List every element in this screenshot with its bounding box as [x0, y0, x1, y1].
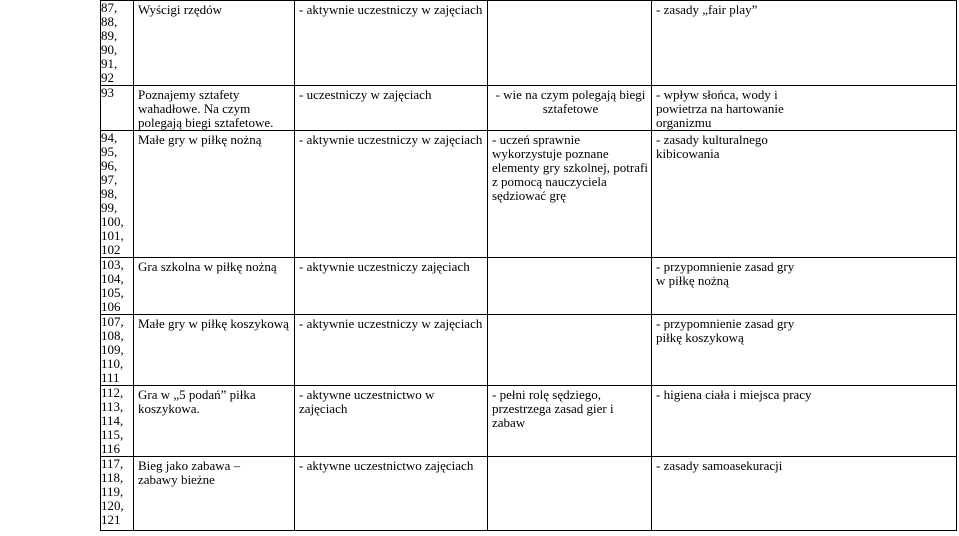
topic-cell [134, 258, 295, 315]
values-text: - zasady samoasekuracji [656, 458, 783, 473]
activity-cell [295, 1, 488, 86]
topic-cell [134, 457, 295, 531]
values-cell [652, 258, 957, 315]
topic-text: Poznajemy sztafety wahadłowe. Na czym polegają biegi sztafetowe. [138, 87, 274, 130]
values-text: - zasady kulturalnego kibicowania [656, 132, 768, 161]
values-cell [652, 315, 957, 386]
activity-text: - aktywnie uczestniczy w zajęciach [299, 2, 483, 17]
knowledge-cell [488, 131, 652, 258]
knowledge-cell [488, 457, 652, 531]
lesson-numbers-cell: 117, 118, 119, 120, 121 [101, 457, 134, 531]
lesson-numbers-cell: 93 [101, 86, 134, 131]
values-text: - wpływ słońca, wody i powietrza na hartowanie organizmu [656, 87, 784, 130]
knowledge-cell [488, 315, 652, 386]
knowledge-cell [488, 386, 652, 457]
values-cell [652, 457, 957, 531]
lesson-numbers-cell: 94, 95, 96, 97, 98, 99, 100, 101, 102 [101, 131, 134, 258]
activity-text: - aktywnie uczestniczy w zajęciach [299, 316, 483, 331]
knowledge-text [488, 315, 651, 317]
values-cell [652, 1, 957, 86]
topic-cell [134, 86, 295, 131]
activity-cell [295, 258, 488, 315]
lesson-numbers-cell: 107, 108, 109, 110, 111 [101, 315, 134, 386]
knowledge-text [488, 457, 651, 459]
values-text: - przypomnienie zasad gry piłkę koszykową [656, 316, 795, 345]
activity-text: - aktywnie uczestniczy w zajęciach [299, 132, 483, 147]
activity-cell [295, 386, 488, 457]
values-text: - przypomnienie zasad gry w piłkę nożną [656, 259, 795, 288]
knowledge-cell [488, 258, 652, 315]
lesson-numbers-cell: 103, 104, 105, 106 [101, 258, 134, 315]
table-row [101, 386, 957, 457]
curriculum-table [100, 0, 957, 531]
topic-cell [134, 315, 295, 386]
activity-text: - aktywnie uczestniczy zajęciach [299, 259, 470, 274]
topic-cell [134, 386, 295, 457]
table-row [101, 258, 957, 315]
table-row [101, 86, 957, 131]
table-row [101, 315, 957, 386]
values-cell [652, 386, 957, 457]
activity-cell [295, 315, 488, 386]
topic-text: Wyścigi rzędów [138, 2, 223, 17]
topic-text: Małe gry w piłkę nożną [138, 132, 262, 147]
activity-text: - aktywne uczestnictwo w zajęciach [299, 387, 435, 416]
values-text: - higiena ciała i miejsca pracy [656, 387, 812, 402]
activity-cell [295, 86, 488, 131]
knowledge-text: - wie na czym polegają biegi sztafetowe [495, 87, 646, 116]
activity-cell [295, 457, 488, 531]
knowledge-text: - uczeń sprawnie wykorzystuje poznane elementy gry szkolnej, potrafi z pomocą nauczyciela sędziować grę [492, 132, 648, 203]
knowledge-text [488, 1, 651, 3]
activity-text: - uczestniczy w zajęciach [299, 87, 432, 102]
activity-cell [295, 131, 488, 258]
lesson-numbers-cell: 87, 88, 89, 90, 91, 92 [101, 1, 134, 86]
topic-text: Bieg jako zabawa – zabawy bieżne [138, 458, 241, 487]
activity-text: - aktywne uczestnictwo zajęciach [299, 458, 474, 473]
table-row [101, 457, 957, 531]
knowledge-cell [488, 1, 652, 86]
topic-cell [134, 1, 295, 86]
knowledge-text [488, 258, 651, 260]
topic-cell [134, 131, 295, 258]
knowledge-text: - pełni rolę sędziego, przestrzega zasad gier i zabaw [492, 387, 614, 430]
values-text: - zasady „fair play” [656, 2, 758, 17]
values-cell [652, 86, 957, 131]
lesson-numbers-cell: 112, 113, 114, 115, 116 [101, 386, 134, 457]
values-cell [652, 131, 957, 258]
topic-text: Gra w „5 podań” piłka koszykowa. [138, 387, 256, 416]
topic-text: Małe gry w piłkę koszykową [138, 316, 289, 331]
table-row [101, 1, 957, 86]
knowledge-cell [488, 86, 652, 131]
topic-text: Gra szkolna w piłkę nożną [138, 259, 277, 274]
table-row [101, 131, 957, 258]
